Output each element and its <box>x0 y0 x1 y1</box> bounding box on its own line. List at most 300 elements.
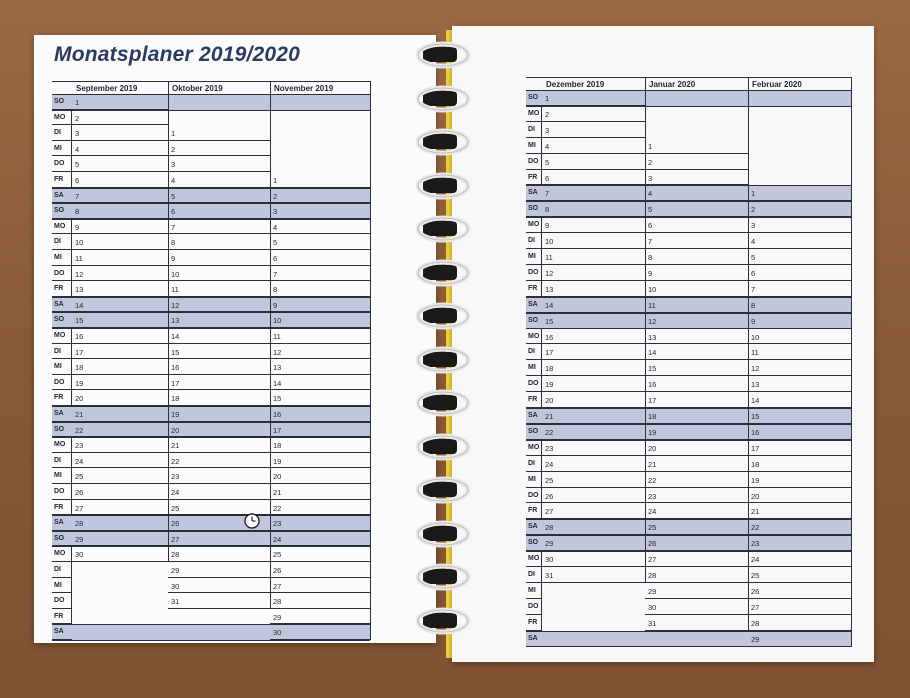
day-number: 14 <box>545 300 554 310</box>
weekday-label: SO <box>54 207 65 215</box>
grid-line <box>526 216 542 217</box>
day-number: 19 <box>545 380 554 390</box>
grid-line <box>270 343 370 344</box>
day-number: 10 <box>545 237 554 247</box>
day-number: 1 <box>648 141 653 151</box>
grid-line <box>748 439 851 440</box>
day-number: 9 <box>273 300 278 310</box>
weekday-label: SA <box>528 300 538 308</box>
day-number: 30 <box>545 555 554 565</box>
grid-line <box>168 608 270 609</box>
grid-line <box>72 389 168 390</box>
grid-line <box>52 530 72 531</box>
grid-line <box>748 296 851 297</box>
month-header: Dezember 2019 <box>546 80 605 89</box>
day-number: 15 <box>171 347 180 357</box>
grid-line <box>270 265 370 266</box>
day-number: 2 <box>75 113 80 123</box>
grid-line <box>542 121 645 122</box>
day-number: 11 <box>648 300 656 310</box>
day-number: 15 <box>545 316 554 326</box>
grid-line <box>526 423 542 424</box>
weekday-label: MI <box>528 364 536 372</box>
grid-line <box>645 312 748 313</box>
weekday-label: MO <box>54 441 66 449</box>
grid-line <box>748 232 851 233</box>
day-number: 21 <box>75 410 84 419</box>
grid-line <box>168 374 270 375</box>
grid-line <box>168 171 270 172</box>
grid-line <box>72 311 168 312</box>
day-number: 19 <box>171 410 180 419</box>
grid-line <box>542 471 645 472</box>
grid-line <box>851 77 852 647</box>
grid-line <box>168 327 270 328</box>
grid-line <box>168 218 270 219</box>
grid-line <box>748 375 851 376</box>
day-number: 14 <box>273 378 282 388</box>
grid-line <box>526 280 542 281</box>
weekday-label: MO <box>54 332 66 339</box>
grid-line <box>748 264 851 265</box>
grid-line <box>526 502 542 503</box>
day-number: 27 <box>648 555 657 565</box>
day-number: 8 <box>751 300 756 310</box>
grid-line <box>748 423 851 424</box>
day-number: 3 <box>648 173 653 183</box>
day-number: 7 <box>648 237 653 247</box>
grid-line <box>168 545 270 546</box>
grid-line <box>270 280 370 281</box>
day-number: 22 <box>545 427 554 437</box>
grid-line <box>526 455 542 456</box>
grid-line <box>526 614 542 615</box>
grid-line <box>168 592 270 593</box>
grid-line <box>542 582 645 583</box>
grid-line <box>52 296 72 297</box>
day-number: 4 <box>273 222 278 232</box>
grid-line <box>52 358 72 359</box>
grid-line <box>526 184 542 185</box>
day-number: 12 <box>75 269 84 279</box>
grid-line <box>52 265 72 266</box>
grid-line <box>270 483 370 484</box>
day-number: 24 <box>171 488 180 497</box>
day-number: 8 <box>545 205 550 215</box>
spiral-coil <box>413 473 471 507</box>
spiral-coil <box>413 386 471 420</box>
day-number: 26 <box>171 519 180 529</box>
day-number: 18 <box>75 363 84 373</box>
day-number: 6 <box>545 173 550 183</box>
day-number: 26 <box>273 566 282 575</box>
spiral-coil <box>413 560 471 594</box>
grid-line <box>748 328 851 329</box>
grid-line <box>748 582 851 583</box>
day-number: 19 <box>751 475 760 485</box>
grid-line <box>526 630 542 631</box>
grid-line <box>370 81 371 640</box>
day-number: 5 <box>648 205 653 215</box>
day-number: 18 <box>545 364 554 374</box>
day-number: 8 <box>273 285 278 295</box>
grid-line <box>168 436 270 437</box>
weekday-label: FR <box>54 176 64 183</box>
grid-line <box>52 155 72 156</box>
grid-line <box>52 374 72 375</box>
grid-line <box>526 566 542 567</box>
weekday-label: SA <box>54 300 64 308</box>
grid-line <box>270 296 370 297</box>
left-page <box>34 35 436 643</box>
day-number: 10 <box>751 332 760 342</box>
grid-line <box>526 471 542 472</box>
day-number: 20 <box>171 425 180 435</box>
day-number: 13 <box>648 332 657 342</box>
grid-line <box>72 265 168 266</box>
day-number: 6 <box>751 268 756 278</box>
day-number: 14 <box>751 396 760 406</box>
grid-line <box>72 452 168 453</box>
grid-line <box>168 202 270 203</box>
spiral-coil <box>413 299 471 333</box>
day-number: 13 <box>545 284 554 294</box>
weekday-label: FR <box>528 618 538 626</box>
grid-line <box>748 200 851 201</box>
weekday-label: SO <box>54 425 65 433</box>
day-number: 12 <box>545 268 554 278</box>
weekday-label: MI <box>54 581 62 589</box>
spiral-coil <box>413 343 471 377</box>
weekday-label: SO <box>528 94 539 101</box>
weekday-label: SA <box>528 523 538 531</box>
weekday-label: DI <box>54 456 61 464</box>
day-number: 22 <box>648 475 657 485</box>
day-number: 30 <box>648 602 657 612</box>
day-number: 21 <box>545 412 554 421</box>
day-number: 20 <box>751 491 760 501</box>
day-number: 11 <box>545 253 553 262</box>
grid-line <box>168 249 270 250</box>
grid-line <box>645 582 748 583</box>
day-number: 21 <box>273 488 282 497</box>
day-number: 26 <box>648 539 657 549</box>
grid-line <box>645 518 748 519</box>
grid-line <box>526 646 542 647</box>
day-number: 31 <box>171 597 180 607</box>
day-number: 16 <box>648 380 657 390</box>
day-number: 20 <box>273 472 282 482</box>
grid-line <box>542 407 645 408</box>
grid-line <box>270 249 370 250</box>
grid-line <box>52 140 72 141</box>
day-number: 28 <box>545 523 554 533</box>
grid-line <box>72 187 168 188</box>
grid-line <box>72 514 168 515</box>
grid-line <box>72 155 168 156</box>
grid-line <box>526 391 542 392</box>
day-number: 21 <box>171 441 180 451</box>
grid-line <box>52 187 72 188</box>
day-number: 16 <box>273 410 282 419</box>
grid-line <box>748 487 851 488</box>
grid-line <box>542 184 645 185</box>
grid-line <box>748 280 851 281</box>
grid-line <box>168 577 270 578</box>
grid-line <box>526 105 542 106</box>
day-number: 25 <box>75 472 84 482</box>
grid-line <box>270 499 370 500</box>
day-number: 17 <box>75 347 84 357</box>
day-number: 28 <box>751 618 760 628</box>
weekday-label: MO <box>528 109 540 117</box>
grid-line <box>542 359 645 360</box>
weekday-label: SA <box>528 412 538 419</box>
grid-line <box>748 312 851 313</box>
grid-line <box>52 483 72 484</box>
grid-line <box>270 389 370 390</box>
grid-line <box>72 171 168 172</box>
day-number: 29 <box>171 566 180 575</box>
grid-line <box>72 109 168 110</box>
grid-line <box>526 359 542 360</box>
day-number: 18 <box>751 459 760 469</box>
day-number: 16 <box>751 427 760 437</box>
weekday-label: FR <box>528 173 538 181</box>
grid-line <box>645 153 748 154</box>
day-number: 7 <box>171 222 176 232</box>
grid-line <box>72 467 168 468</box>
grid-line <box>72 436 168 437</box>
grid-line <box>526 121 542 122</box>
day-number: 13 <box>273 363 282 373</box>
weekday-label: FR <box>54 503 64 511</box>
day-number: 1 <box>751 189 756 199</box>
grid-line <box>52 202 72 203</box>
day-number: 29 <box>751 634 760 644</box>
grid-line <box>542 248 645 249</box>
day-number: 30 <box>171 581 180 591</box>
spiral-coil <box>413 82 471 116</box>
weekday-label: SO <box>528 539 539 547</box>
weekday-label: FR <box>54 394 64 402</box>
header-rule <box>52 81 370 82</box>
day-number: 18 <box>171 394 180 404</box>
right-page <box>452 26 874 662</box>
weekday-label: FR <box>528 396 538 404</box>
grid-line <box>52 639 72 640</box>
weekday-label: MO <box>528 443 540 451</box>
weekday-label: DO <box>54 269 65 277</box>
day-number: 21 <box>751 507 760 517</box>
grid-line <box>526 518 542 519</box>
grid-line <box>270 623 370 624</box>
grid-line <box>542 216 645 217</box>
grid-line <box>72 343 168 344</box>
day-number: 16 <box>171 363 180 373</box>
day-number: 2 <box>273 191 278 201</box>
weekday-label: DI <box>54 238 61 246</box>
grid-line <box>168 311 270 312</box>
day-number: 28 <box>273 597 282 607</box>
day-number: 12 <box>751 364 760 374</box>
grid-line <box>168 296 270 297</box>
day-number: 27 <box>171 534 180 544</box>
day-number: 24 <box>545 459 554 469</box>
day-number: 24 <box>751 555 760 565</box>
day-number: 28 <box>648 571 657 580</box>
day-number: 23 <box>545 443 554 453</box>
weekday-label: DI <box>54 566 61 573</box>
grid-line <box>526 296 542 297</box>
grid-line <box>542 200 645 201</box>
grid-line <box>542 232 645 233</box>
weekday-label: DO <box>528 491 539 499</box>
grid-line <box>542 105 645 106</box>
weekday-label: DI <box>54 347 61 355</box>
grid-line <box>645 487 748 488</box>
day-number: 30 <box>273 628 282 638</box>
grid-line <box>270 187 370 188</box>
grid-line <box>270 608 370 609</box>
grid-line <box>645 343 748 344</box>
day-number: 3 <box>171 160 176 170</box>
grid-line <box>52 592 72 593</box>
grid-line <box>542 280 645 281</box>
day-number: 9 <box>648 268 653 278</box>
grid-line <box>748 359 851 360</box>
grid-line <box>526 343 542 344</box>
grid-line <box>52 623 72 624</box>
day-number: 11 <box>171 285 179 295</box>
day-number: 15 <box>648 364 657 374</box>
grid-line <box>526 582 542 583</box>
day-number: 12 <box>171 300 180 310</box>
grid-line <box>748 550 851 551</box>
grid-line <box>168 140 270 141</box>
weekday-label: DI <box>528 571 535 578</box>
grid-line <box>645 423 748 424</box>
grid-line <box>52 608 72 609</box>
weekday-label: DO <box>54 597 65 605</box>
day-number: 8 <box>75 207 80 217</box>
grid-line <box>168 421 270 422</box>
spiral-coil <box>413 604 471 638</box>
day-number: 22 <box>273 503 282 513</box>
weekday-label: MI <box>528 253 536 260</box>
day-number: 6 <box>171 207 176 217</box>
day-number: 30 <box>75 550 84 560</box>
grid-line <box>270 374 370 375</box>
day-number: 13 <box>751 380 760 390</box>
day-number: 27 <box>273 581 282 591</box>
grid-line <box>168 499 270 500</box>
grid-line <box>645 296 748 297</box>
day-number: 11 <box>273 332 281 341</box>
grid-line <box>270 561 370 562</box>
day-number: 19 <box>648 427 657 437</box>
day-number: 2 <box>648 157 653 167</box>
grid-line <box>72 358 168 359</box>
grid-line <box>645 375 748 376</box>
day-number: 28 <box>75 519 84 529</box>
grid-line <box>52 452 72 453</box>
day-number: 3 <box>545 125 550 135</box>
day-number: 4 <box>75 144 80 154</box>
weekday-label: MI <box>54 363 62 371</box>
weekday-label: DO <box>528 380 539 388</box>
grid-line <box>542 375 645 376</box>
grid-line <box>168 530 270 531</box>
grid-line <box>72 530 168 531</box>
weekday-label: SO <box>528 316 539 324</box>
day-number: 4 <box>648 189 653 199</box>
grid-line <box>645 184 748 185</box>
day-number: 24 <box>75 456 84 466</box>
day-number: 12 <box>273 347 282 357</box>
day-number: 5 <box>751 253 756 262</box>
day-number: 5 <box>545 157 550 167</box>
grid-line <box>270 405 370 406</box>
grid-line <box>526 200 542 201</box>
grid-line <box>748 534 851 535</box>
grid-line <box>270 545 370 546</box>
grid-line <box>645 471 748 472</box>
grid-line <box>526 312 542 313</box>
grid-line <box>748 566 851 567</box>
day-number: 25 <box>273 550 282 560</box>
day-number: 27 <box>751 602 760 612</box>
grid-line <box>52 327 72 328</box>
page-title: Monatsplaner 2019/2020 <box>54 43 301 66</box>
grid-line <box>168 233 270 234</box>
weekday-label: SA <box>54 410 64 417</box>
day-number: 5 <box>273 238 278 248</box>
weekday-label: SO <box>54 534 65 542</box>
grid-line <box>526 264 542 265</box>
weekday-label: MI <box>528 586 536 594</box>
day-number: 31 <box>545 571 554 580</box>
grid-line <box>168 561 270 562</box>
day-number: 1 <box>171 129 176 139</box>
grid-line <box>526 550 542 551</box>
day-number: 20 <box>648 443 657 453</box>
grid-line <box>542 518 645 519</box>
month-header: Oktober 2019 <box>172 84 223 93</box>
day-number: 25 <box>648 523 657 533</box>
grid-line <box>526 598 542 599</box>
day-number: 4 <box>171 176 176 185</box>
day-number: 27 <box>75 503 84 513</box>
grid-line <box>270 233 370 234</box>
weekday-label: MI <box>54 144 62 152</box>
grid-line <box>748 391 851 392</box>
grid-line <box>72 296 168 297</box>
day-number: 21 <box>648 459 657 469</box>
day-number: 17 <box>171 378 180 388</box>
grid-line <box>645 232 748 233</box>
weekday-label: MO <box>528 221 540 229</box>
day-number: 23 <box>648 491 657 501</box>
day-number: 9 <box>75 222 80 232</box>
grid-line <box>270 639 370 640</box>
grid-line <box>168 343 270 344</box>
weekday-label: SA <box>54 519 64 527</box>
grid-line <box>542 502 645 503</box>
grid-line <box>645 280 748 281</box>
grid-line <box>71 94 72 640</box>
grid-line <box>72 202 168 203</box>
